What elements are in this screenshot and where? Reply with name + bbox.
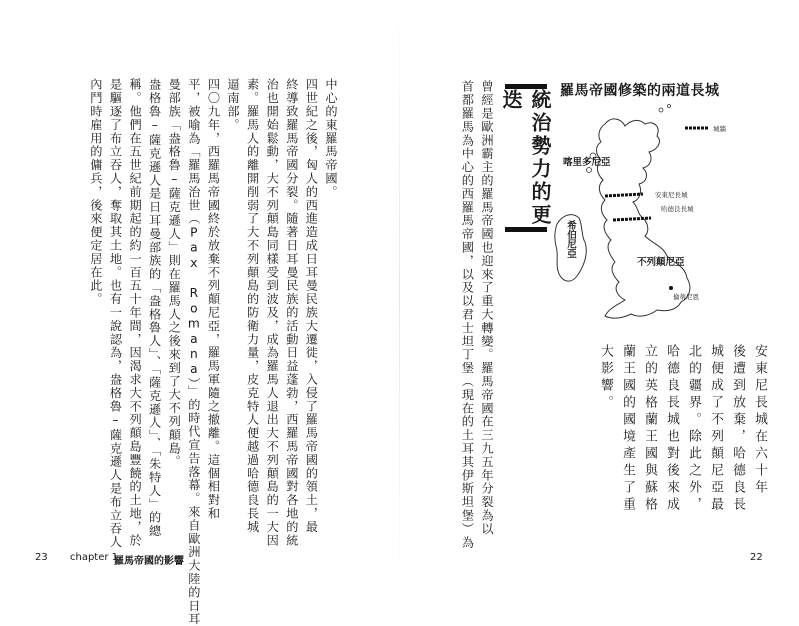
text-column: 治也開始鬆動，大不列顛島同樣受到波及，成為羅馬人退出大不列顛島的一大因 (265, 78, 280, 547)
section-heading: 統治勢力的更迭 (505, 84, 547, 232)
book-gutter (399, 0, 400, 588)
map-label-hadrians-wall: 哈德良長城 (661, 205, 694, 213)
text-column: 稱。他們在五世紀前期起的約一百五十年間，因渴求大不列顛島豐饒的土地，於 (128, 78, 143, 547)
text-column: 四〇九年，西羅馬帝國終於放棄不列顛尼亞，羅馬軍隨之撤離。這個相對和 (206, 78, 221, 521)
text-column: 立的英格蘭王國與蘇格 (642, 344, 657, 514)
map-title: 羅馬帝國修築的兩道長城 (560, 83, 720, 99)
text-column: 後遭到放棄，哈德良長 (730, 344, 745, 514)
text-column: 終導致羅馬帝國分裂。隨著日耳曼民族的活動日益蓬勃，西羅馬帝國對各地的統 (284, 78, 299, 547)
text-column: 四世紀之後，匈人的西進造成日耳曼民族大遷徙，入侵了羅馬帝國的領土，最 (304, 78, 319, 534)
text-column: 曼部族「盎格魯–薩克遜人」則在羅馬人之後來到了大不列顛島。 (167, 78, 182, 469)
text-column: 哈德良長城也對後來成 (664, 344, 679, 514)
text-column: 曾經是歐洲霸主的羅馬帝國也迎來了重大轉變。羅馬帝國在三九五年分裂為以 (480, 80, 494, 536)
text-column: 安東尼長城在六十年 (752, 344, 767, 497)
map-label-britannia: 不列顛尼亞 (637, 257, 685, 268)
map-side-text (565, 344, 770, 514)
map-label-londinium: 倫蒂尼恩 (673, 293, 699, 301)
text-column: 蘭王國的國境產生了重 (620, 344, 635, 514)
text-column: 大影響。 (598, 344, 613, 412)
text-column: 中心的東羅馬帝國。 (324, 78, 338, 199)
text-column: 盎格魯–薩克遜人是日耳曼部族的「盎格魯人」、「薩克遜人」、「朱特人」的總 (147, 78, 162, 538)
text-column: 城便成了不列顛尼亞最 (708, 344, 723, 514)
map-label-ireland: 希伯尼亞 (565, 220, 576, 258)
chapter-label: chapter 1 (70, 552, 119, 563)
text-column: 內鬥時雇用的傭兵，後來便定居在此。 (88, 78, 103, 306)
text-column: 北的疆界。除此之外， (686, 344, 701, 514)
text-column: 逼南部。 (226, 78, 241, 132)
map-legend-label: 城牆 (713, 125, 726, 133)
map-label-caledonia: 喀里多尼亞 (563, 157, 611, 168)
right-page-number: 22 (750, 552, 763, 563)
chapter-title: 羅馬帝國的影響 (114, 556, 184, 567)
text-column: 首都羅馬為中心的西羅馬帝國，以及以君士坦丁堡（現在的土耳其伊斯坦堡）為 (460, 80, 475, 549)
britain-walls-map (553, 96, 758, 351)
britain-outline-icon (553, 96, 758, 351)
text-column: 平，被喻為「羅馬治世（Pax Romana）」的時代宣告落幕。來自歐洲大陸的日耳 (186, 78, 201, 626)
text-column: 素。羅馬人的離開削弱了大不列顛島的防衛力量，皮克特人便越過哈德良長城 (245, 78, 260, 534)
left-page-number: 23 (35, 552, 48, 563)
map-label-antonine-wall: 安東尼長城 (655, 191, 688, 199)
right-page-intro-text (430, 80, 496, 549)
text-column: 是驅逐了布立吞人，奪取其土地。也有一說認為，盎格魯–薩克遜人是布立吞人 (108, 78, 123, 549)
